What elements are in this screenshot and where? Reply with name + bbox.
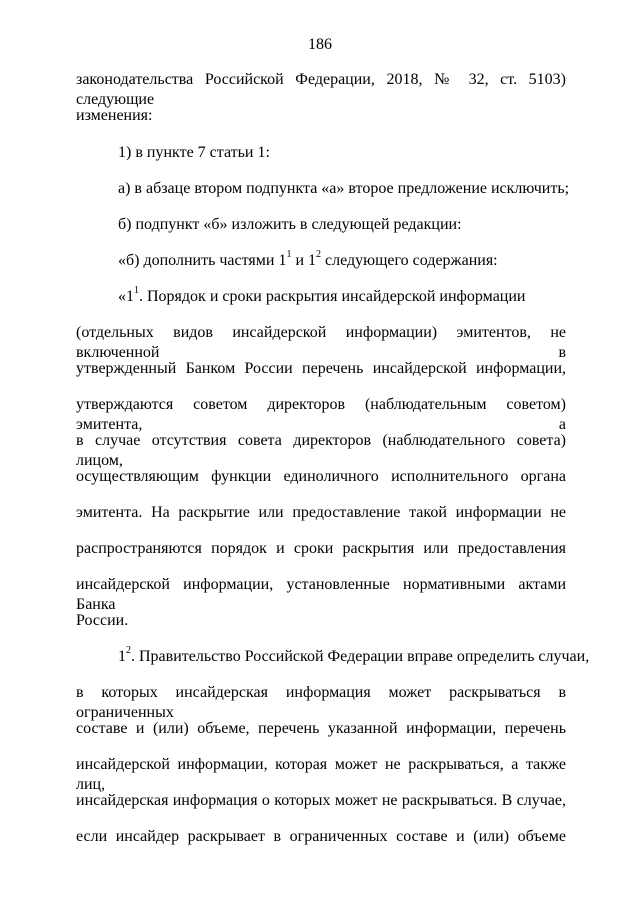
list-item-line: 1) в пункте 7 статьи 1: <box>118 144 270 161</box>
paragraph-line: (отдельных видов инсайдерской информации) эмитентов, не включенной в <box>76 324 566 361</box>
text-segment: . Порядок и сроки раскрытия инсайдерской информации <box>139 288 526 305</box>
paragraph-line: составе и (или) объеме, перечень указанной информации, перечень <box>76 720 566 737</box>
text-segment: «б) дополнить частями 1 <box>118 252 287 269</box>
page-number: 186 <box>308 36 332 53</box>
paragraph-line: инсайдерской информации, установленные нормативными актами Банка <box>76 576 566 613</box>
list-item-line: б) подпункт «б» изложить в следующей редакции: <box>118 216 462 233</box>
text-segment: «1 <box>118 288 134 305</box>
superscript: 1 <box>286 248 292 260</box>
paragraph-line: законодательства Российской Федерации, 2018, № 32, ст. 5103) следующие <box>76 71 566 108</box>
text-segment: . Правительство Российской Федерации вправе определить случаи, <box>131 648 590 665</box>
paragraph-line: распространяются порядок и сроки раскрытия или предоставления <box>76 540 566 557</box>
paragraph-line: утверждаются советом директоров (наблюдательным советом) эмитента, а <box>76 396 566 433</box>
paragraph-line: в случае отсутствия совета директоров (наблюдательного совета) лицом, <box>76 432 566 469</box>
paragraph-line: инсайдерской информации, которая может не раскрываться, а также лиц, <box>76 756 566 793</box>
paragraph-line <box>118 644 590 667</box>
paragraph-line <box>118 284 566 307</box>
superscript: 2 <box>126 644 131 656</box>
superscript: 1 <box>134 284 139 296</box>
text-segment: следующего содержания: <box>321 252 498 269</box>
paragraph-line: эмитента. На раскрытие или предоставление такой информации не <box>76 504 566 521</box>
paragraph-line: в которых инсайдерская информация может раскрываться в ограниченных <box>76 684 566 721</box>
list-item-line: а) в абзаце втором подпункта «а» второе предложение исключить; <box>118 180 570 197</box>
text-segment: и 1 <box>291 252 316 269</box>
paragraph-line: утвержденный Банком России перечень инсайдерской информации, <box>76 360 566 377</box>
paragraph-line: осуществляющим функции единоличного исполнительного органа <box>76 468 566 485</box>
paragraph-line: если инсайдер раскрывает в ограниченных составе и (или) объеме <box>76 828 566 845</box>
paragraph-line: инсайдерская информация о которых может не раскрываться. В случае, <box>76 792 566 809</box>
superscript: 2 <box>316 248 321 260</box>
paragraph-line: России. <box>76 612 129 629</box>
paragraph-line: изменения: <box>76 107 153 124</box>
list-item-line <box>118 248 566 271</box>
text-segment: 1 <box>118 648 126 665</box>
